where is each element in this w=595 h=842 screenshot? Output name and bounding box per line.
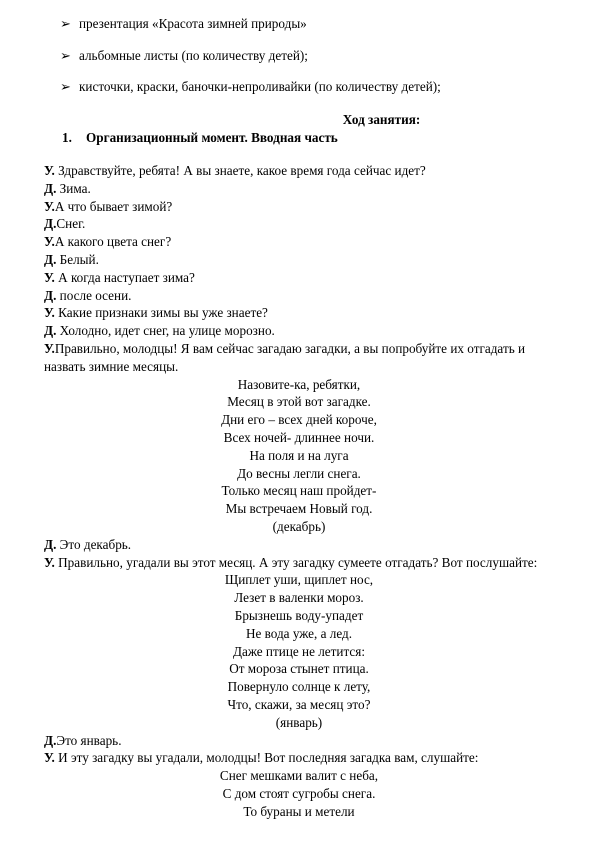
speaker-label: Д. bbox=[44, 180, 57, 196]
materials-item-text: презентация «Красота зимней природы» bbox=[79, 16, 307, 31]
dialogue-line bbox=[44, 732, 554, 750]
riddle-answer: (январь) bbox=[275, 714, 323, 730]
dialogue-text: Холодно, идет снег, на улице морозно. bbox=[56, 323, 275, 339]
dialogue-text: Это декабрь. bbox=[56, 536, 132, 552]
riddle-line: Что, скажи, за месяц это? bbox=[227, 696, 371, 712]
dialogue-line bbox=[44, 304, 554, 322]
materials-item-text: альбомные листы (по количеству детей); bbox=[79, 47, 308, 63]
dialogue-text: А когда наступает зима? bbox=[54, 269, 195, 285]
dialogue-text: А какого цвета снег? bbox=[54, 234, 172, 250]
dialogue-text: Здравствуйте, ребята! А вы знаете, какое время года сейчас идет? bbox=[54, 163, 426, 178]
riddle-answer: (декабрь) bbox=[272, 518, 326, 534]
dialogue-text: Правильно, угадали вы этот месяц. А эту загадку сумеете отгадать? Вот послушайте: bbox=[54, 554, 538, 570]
riddle-january bbox=[44, 571, 554, 731]
dialogue-line bbox=[44, 233, 554, 251]
riddle-february bbox=[44, 767, 554, 820]
section-number: 1. bbox=[62, 130, 72, 145]
riddle-line: Лезет в валенки мороз. bbox=[234, 590, 364, 606]
speaker-label: Д. bbox=[44, 323, 57, 339]
speaker-label: У. bbox=[44, 269, 55, 285]
section-title: Организационный момент. Вводная часть bbox=[86, 130, 338, 145]
speaker-label: У. bbox=[44, 305, 55, 321]
dialogue-text: после осени. bbox=[56, 287, 132, 303]
lesson-heading bbox=[0, 111, 595, 129]
speaker-label: У. bbox=[44, 554, 55, 570]
arrow-bullet-icon: ➢ bbox=[60, 79, 71, 95]
speaker-label: Д. bbox=[44, 251, 57, 267]
riddle-line: Даже птице не летится: bbox=[233, 643, 365, 659]
riddle-line: Повернуло солнце к лету, bbox=[227, 679, 371, 695]
speaker-label: У. bbox=[44, 750, 55, 766]
dialogue-line bbox=[44, 162, 554, 180]
dialogue-text: Это январь. bbox=[56, 732, 122, 748]
dialogue-text: Правильно, молодцы! Я вам сейчас загадаю загадки, а вы попробуйте их отгадать и назвать зимние месяцы. bbox=[44, 340, 526, 374]
riddle-line: Не вода уже, а лед. bbox=[245, 625, 353, 641]
speaker-label: Д. bbox=[44, 216, 57, 232]
dialogue-line bbox=[44, 215, 554, 233]
dialogue-text: Белый. bbox=[56, 251, 99, 267]
riddle-line: Снег мешками валит с неба, bbox=[219, 768, 379, 784]
arrow-bullet-icon: ➢ bbox=[60, 16, 71, 31]
riddle-line: Месяц в этой вот загадке. bbox=[227, 394, 371, 410]
materials-item-text: кисточки, краски, баночки-непроливайки (по количеству детей); bbox=[79, 79, 441, 95]
speaker-label: У. bbox=[44, 234, 55, 250]
speaker-label: У. bbox=[44, 198, 55, 214]
dialogue-text: Зима. bbox=[56, 180, 91, 196]
dialogue-line bbox=[44, 198, 554, 216]
riddle-line: Мы встречаем Новый год. bbox=[225, 501, 373, 517]
lesson-title: Ход занятия: bbox=[342, 112, 421, 127]
dialogue-line bbox=[44, 340, 554, 376]
riddle-line: До весны легли снега. bbox=[237, 465, 361, 481]
speaker-label: Д. bbox=[44, 536, 57, 552]
dialogue-line bbox=[44, 287, 554, 305]
dialogue-text: Какие признаки зимы вы уже знаете? bbox=[54, 305, 268, 321]
speaker-label: Д. bbox=[44, 732, 57, 748]
dialogue-line bbox=[44, 322, 554, 340]
dialogue-text: И эту загадку вы угадали, молодцы! Вот последняя загадка вам, слушайте: bbox=[54, 750, 479, 766]
dialogue-text: Снег. bbox=[56, 216, 86, 232]
riddle-december bbox=[44, 376, 554, 536]
riddle-line: От мороза стынет птица. bbox=[229, 661, 369, 677]
riddle-line: Дни его – всех дней короче, bbox=[221, 412, 377, 428]
riddle-line: На поля и на луга bbox=[249, 447, 349, 463]
riddle-line: Щиплет уши, щиплет нос, bbox=[224, 572, 374, 588]
materials-item bbox=[60, 15, 560, 33]
lesson-content bbox=[44, 162, 554, 820]
dialogue-line bbox=[44, 749, 554, 767]
dialogue-line bbox=[44, 251, 554, 269]
dialogue-line bbox=[44, 180, 554, 198]
dialogue-line bbox=[44, 536, 554, 554]
riddle-line: То бураны и метели bbox=[243, 803, 355, 819]
riddle-line: Всех ночей- длиннее ночи. bbox=[223, 429, 375, 445]
riddle-line: Брызнешь воду-упадет bbox=[234, 607, 364, 623]
materials-item bbox=[60, 78, 560, 96]
materials-list bbox=[60, 15, 560, 110]
arrow-bullet-icon: ➢ bbox=[60, 47, 71, 63]
riddle-line: Назовите-ка, ребятки, bbox=[237, 376, 361, 392]
materials-item bbox=[60, 47, 560, 65]
speaker-label: У. bbox=[44, 340, 55, 356]
dialogue-line bbox=[44, 269, 554, 287]
riddle-line: С дом стоят сугробы снега. bbox=[222, 785, 376, 801]
section-heading bbox=[62, 129, 338, 147]
dialogue-line bbox=[44, 554, 554, 572]
speaker-label: Д. bbox=[44, 287, 57, 303]
dialogue-text: А что бывает зимой? bbox=[54, 198, 173, 214]
riddle-line: Только месяц наш пройдет- bbox=[221, 483, 377, 499]
speaker-label: У. bbox=[44, 163, 55, 178]
